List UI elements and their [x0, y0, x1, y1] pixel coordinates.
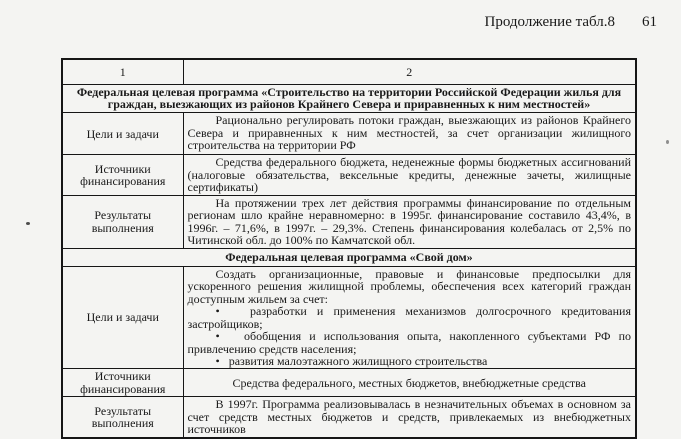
row-label-goals-2: Цели и задачи — [62, 266, 183, 369]
section-title-row — [62, 248, 636, 266]
table-continuation-caption: Продолжение табл.8 — [484, 14, 615, 30]
bullet-item: • развития малоэтажного жилищного строительства — [188, 355, 632, 367]
table-row — [62, 266, 636, 369]
column-number-row — [62, 59, 636, 84]
paragraph: В 1997г. Программа реализовывалась в незначительных объемах в основном за счет средств местных бюджетов и средств, привлекаемых из внебюджетных источников — [187, 397, 631, 437]
row-label-results-1: Результаты выполнения — [62, 195, 183, 248]
scan-speck — [26, 222, 30, 225]
table-row — [62, 369, 636, 397]
program-table — [61, 58, 637, 439]
paragraph: Средства федерального, местных бюджетов, внебюджетные средства — [232, 375, 587, 390]
column-number-1: 1 — [62, 59, 183, 84]
bullet-item: • обобщения и использования опыта, накопленного субъектами РФ по привлечению средств населения; — [188, 330, 632, 355]
row-text-funding-2 — [183, 369, 636, 397]
paragraph: Рационально регулировать потоки граждан, выезжающих из районов Крайнего Севера и приравненных к ним местностей, за счет организации жилищного строительства на территории РФ — [187, 113, 631, 153]
table-row — [62, 397, 636, 438]
page-number: 61 — [642, 14, 657, 30]
section-title-row — [62, 84, 636, 113]
section-title-north-program: Федеральная целевая программа «Строительство на территории Российской Федерации жилья для граждан, выезжающих из районов Крайнего Севера и приравненных к ним местностей» — [62, 84, 636, 113]
row-text-results-1 — [183, 195, 636, 248]
row-text-results-2 — [183, 397, 636, 438]
table-row — [62, 195, 636, 248]
page-header — [0, 14, 657, 31]
paragraph: Создать организационные, правовые и финансовые предпосылки для ускоренного решения жилищной проблемы, обеспечения всех категорий граждан доступным жильем за счет: — [187, 266, 631, 306]
row-label-results-2: Результаты выполнения — [62, 397, 183, 438]
row-label-funding-1: Источники финансирования — [62, 155, 183, 195]
column-number-2: 2 — [183, 59, 636, 84]
row-label-goals-1: Цели и задачи — [62, 113, 183, 155]
row-text-goals-1 — [183, 113, 636, 155]
table-row — [62, 155, 636, 195]
table-row — [62, 113, 636, 155]
row-text-funding-1 — [183, 155, 636, 195]
paragraph: Средства федерального бюджета, неденежные формы бюджетных ассигнований (налоговые обязательства, вексельные кредиты, денежные зачеты, жилищные сертификаты) — [187, 155, 631, 195]
scan-speck — [666, 140, 669, 144]
row-label-funding-2: Источники финансирования — [62, 369, 183, 397]
paragraph: На протяжении трех лет действия программы финансирование по отдельным регионам шло крайне неравномерно: в 1995г. финансирование составило 43,4%, в 1996г. – 71,6%, в 1997г. – 29,3%. Степень финансирования колебалась от 2,5% по Читинской обл. до 100% по Камчатской обл. — [187, 195, 631, 248]
row-text-goals-2 — [183, 266, 636, 369]
section-title-svoy-dom-program: Федеральная целевая программа «Свой дом» — [62, 248, 636, 266]
bullet-item: • разработки и применения механизмов долгосрочного кредитования застройщиков; — [188, 305, 632, 330]
